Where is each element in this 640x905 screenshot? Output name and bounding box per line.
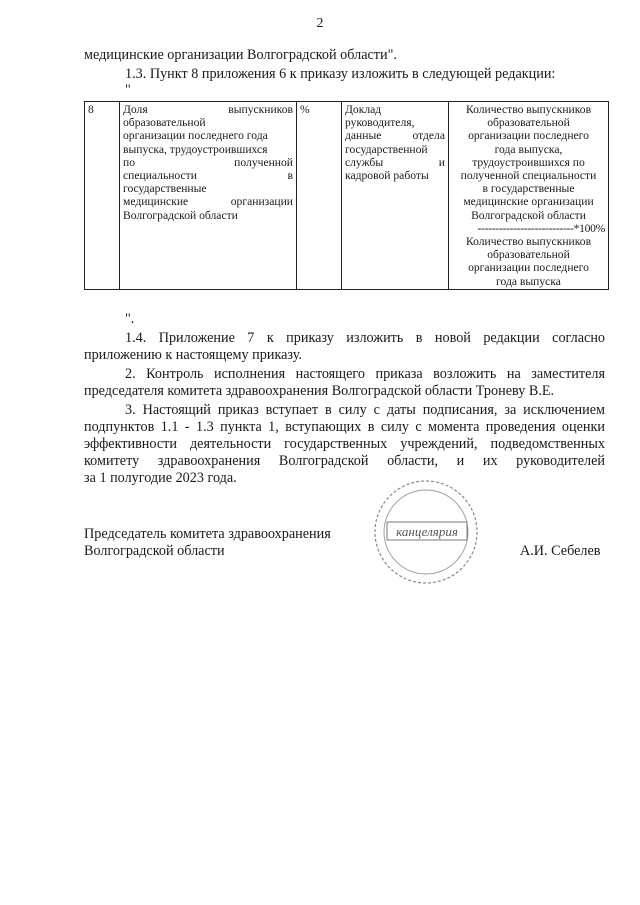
indicator-cell xyxy=(120,102,297,290)
indicator-line: специальности в xyxy=(123,169,293,183)
item-3-line: подпунктов 1.1 - 1.3 пункта 1, вступающих в силу с момента проведения оценки xyxy=(84,419,605,435)
page-number: 2 xyxy=(316,16,324,31)
unit-cell: % xyxy=(297,102,342,290)
fraction-line: ---------------------------*100% xyxy=(477,221,605,235)
source-line: данные отдела xyxy=(345,129,445,143)
source-line: службы и xyxy=(345,155,445,169)
denominator-line: образовательной xyxy=(487,248,570,262)
item-1-3: 1.3. Пункт 8 приложения 6 к приказу изложить в следующей редакции: xyxy=(125,66,556,82)
numerator-line: Количество выпускников xyxy=(465,103,592,116)
source-line: кадровой работы xyxy=(345,169,429,183)
stamp-text: канцелярия xyxy=(396,524,458,539)
quote-open: " xyxy=(125,82,131,98)
signature-title: Председатель комитета здравоохранения xyxy=(84,526,331,542)
source-line: руководителя, xyxy=(345,116,415,130)
denominator-line: организации последнего xyxy=(468,261,589,275)
indicator-line: Волгоградской области xyxy=(123,208,238,222)
item-2-line: председателя комитета здравоохранения Волгоградской области Троневу В.Е. xyxy=(84,383,555,399)
item-2-line: 2. Контроль исполнения настоящего приказа возложить на заместителя xyxy=(125,366,605,382)
formula-cell xyxy=(449,102,609,290)
indicator-line: образовательной xyxy=(123,116,206,130)
item-3-line: за 1 полугодие 2023 года. xyxy=(84,470,237,486)
stamp-icon xyxy=(372,478,480,586)
source-line: государственной xyxy=(345,142,428,156)
indicator-line: государственные xyxy=(123,182,207,196)
item-3-line: комитету здравоохранения Волгоградской области, и их руководителей xyxy=(84,453,605,469)
numerator-line: года выпуска, xyxy=(494,142,563,156)
numerator-line: медицинские организации xyxy=(463,195,594,209)
indicator-line: медицинские организации xyxy=(123,195,293,209)
intro-line: медицинские организации Волгоградской области". xyxy=(84,47,397,63)
numerator-line: полученной специальности xyxy=(460,169,597,183)
quote-close: ". xyxy=(125,311,135,327)
item-3-line: эффективности деятельности государственных учреждений, подведомственных xyxy=(84,436,605,452)
amendment-table xyxy=(84,101,609,290)
item-1-4-line: 1.4. Приложение 7 к приказу изложить в новой редакции согласно xyxy=(125,330,605,346)
row-number-cell: 8 xyxy=(85,102,120,290)
signature-title: Волгоградской области xyxy=(84,543,225,559)
signature-name: А.И. Себелев xyxy=(520,543,601,559)
source-cell xyxy=(342,102,449,290)
numerator-line: в государственные xyxy=(482,182,575,196)
numerator-line: организации последнего xyxy=(468,129,589,143)
numerator-line: трудоустроившихся по xyxy=(472,155,585,169)
indicator-line: выпуска, трудоустроившихся xyxy=(123,142,268,156)
indicator-line: Доля выпускников xyxy=(123,103,293,116)
indicator-line: по полученной xyxy=(123,155,293,169)
denominator-line: года выпуска xyxy=(496,274,561,288)
table-row xyxy=(85,102,609,290)
numerator-line: Волгоградской области xyxy=(471,208,586,222)
denominator-line: Количество выпускников xyxy=(465,235,592,249)
indicator-line: организации последнего года xyxy=(123,129,268,143)
item-3-line: 3. Настоящий приказ вступает в силу с даты подписания, за исключением xyxy=(125,402,605,418)
item-1-4-line: приложению к настоящему приказу. xyxy=(84,347,302,363)
numerator-line: образовательной xyxy=(487,116,570,130)
source-line: Доклад xyxy=(345,103,382,116)
